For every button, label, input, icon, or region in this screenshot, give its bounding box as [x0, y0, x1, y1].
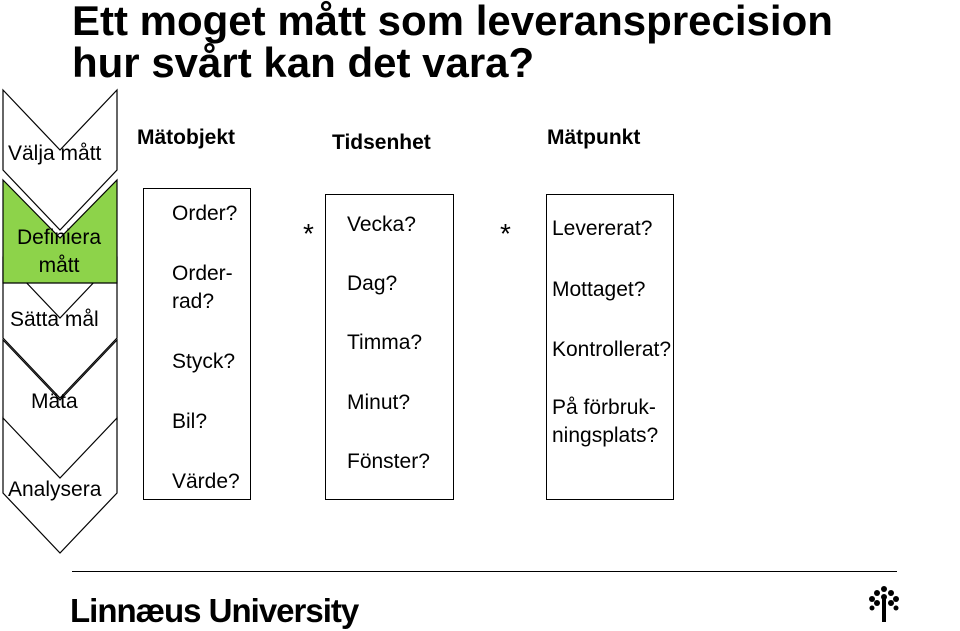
operator-star-1: *: [303, 218, 314, 249]
step-definiera-line1: Definiera: [16, 226, 102, 249]
header-matpunkt: Mätpunkt: [547, 126, 641, 149]
step-satta-mal: Sätta mål: [10, 308, 99, 331]
header-tidsenhet: Tidsenhet: [332, 131, 431, 154]
item-minut: Minut?: [347, 391, 411, 414]
step-definiera-line2: mått: [38, 254, 80, 277]
step-mata: Mäta: [31, 390, 78, 413]
item-levererat: Levererat?: [552, 217, 653, 240]
step-analysera: Analysera: [8, 478, 102, 501]
item-order: Order?: [172, 202, 238, 225]
item-varde: Värde?: [172, 470, 240, 493]
title-line-1: Ett moget mått som leveransprecision: [72, 0, 833, 44]
header-matobjekt: Mätobjekt: [137, 126, 236, 149]
item-bil: Bil?: [172, 410, 208, 433]
item-forbruk-2: ningsplats?: [552, 424, 659, 447]
item-kontrollerat: Kontrollerat?: [552, 338, 672, 361]
operator-star-2: *: [500, 218, 511, 249]
item-dag: Dag?: [347, 272, 398, 295]
item-forbruk-1: På förbruk-: [552, 396, 656, 419]
item-fonster: Fönster?: [347, 450, 430, 473]
title-line-2: hur svårt kan det vara?: [72, 39, 535, 86]
tree-logo-icon: [866, 584, 902, 624]
university-logo-text: Linnæus University: [70, 592, 359, 629]
step-valja-matt: Välja mått: [8, 142, 102, 165]
box-matobjekt: [143, 188, 251, 500]
step-definiera-matt: [8, 224, 110, 280]
item-orderrad-1: Order-: [172, 262, 233, 285]
item-styck: Styck?: [172, 350, 236, 373]
item-vecka: Vecka?: [347, 213, 416, 236]
slide-title: [72, 0, 833, 84]
item-timma: Timma?: [347, 331, 423, 354]
footer-divider: [72, 571, 897, 572]
item-mottaget: Mottaget?: [552, 278, 646, 301]
item-orderrad-2: rad?: [172, 290, 215, 313]
